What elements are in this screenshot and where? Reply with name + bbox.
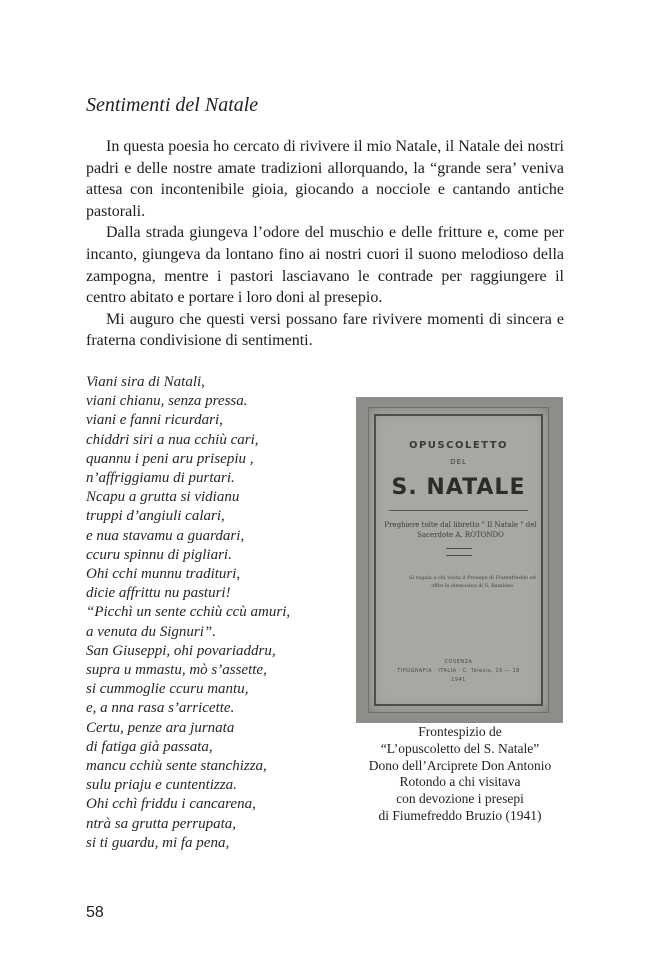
section-title: Sentimenti del Natale [86,94,259,116]
poem-line: Viani sira di Natali, [86,374,205,390]
poem-line: e nua stavamu a guardari, [86,527,245,544]
poem-line: supra u mmastu, mò s’assette, [86,662,267,679]
poem-line: di fatiga già passata, [86,738,213,755]
poem-line: truppi d’angiuli calari, [86,508,225,525]
intro-paragraph: Dalla strada giungeva l’odore del muschio e delle fritture e, come per incanto, giungeva da lontano fino ai nostri cuori il suono melodioso della zampogna, mentre i pastori lasciavano le contrade per raggiungere il centro abitato e portare i loro doni al presepio. [86,224,564,307]
intro-paragraph: In questa poesia ho cercato di rivivere il mio Natale, il Natale dei nostri padri e delle nostre amate tradizioni allorquando, la “grande sera’ veniva attesa con incontenibile gioia, giocando a nocciole e cantando antiche pastorali. [86,138,564,220]
poem-line: Ncapu a grutta si vidianu [86,489,240,506]
poem-line: sulu priaju e cuntentizza. [86,777,237,794]
poem-line: Certu, penze ara jurnata [86,719,235,736]
booklet-imprint: COSENZA TIPOGRAFIA · ITALIA · C. Telesio, 16 — 18 1941 [397,659,520,683]
caption-line: Dono dell’Arciprete Don Antonio [368,757,552,773]
poem-line: “Picchì un sente cchiù ccù amuri, [86,604,291,621]
poem-line: chiddri siri a nua cchiù cari, [86,431,259,448]
photo-caption [344,724,576,825]
poem-line: e, a nna rasa s’arricette. [86,700,235,717]
booklet-heading: OPUSCOLETTO [408,440,509,451]
booklet-page [368,407,549,713]
intro-text [86,136,564,352]
caption-line: Rotondo a chi visitava [399,774,521,790]
intro-paragraph: Mi auguro che questi versi possano fare rivivere momenti di sincera e fraterna condivisione di sentimenti. [86,310,564,350]
page-number: 58 [86,904,104,921]
booklet-ornament [446,548,472,556]
poem-line: Ohi cchì friddu i cancarena, [86,796,256,813]
booklet-title: S. NATALE [391,475,526,500]
poem-line: ntrà sa grutta perrupata, [86,815,237,832]
caption-line: “L’opuscoletto del S. Natale” [380,740,540,756]
poem [86,373,346,853]
booklet-cover-photo [356,397,563,723]
booklet-note: Si regala a chi visita il Presepe di Fiumefreddo ed offre la elemosina di S. Bambino [409,575,536,589]
poem-line: n’affriggiamu di purtari. [86,470,235,487]
poem-line: ccuru spinnu di pigliari. [86,546,232,563]
booklet-subtitle: Preghiere tolte dal libretto " Il Natale " del Sacerdote A. ROTONDO [384,521,537,539]
booklet-subheading: DEL [450,458,467,466]
poem-line: mancu cchiù sente stanchizza, [86,758,267,775]
poem-line: si cummoglie ccuru mantu, [86,681,249,698]
poem-line: viani e fanni ricurdari, [86,412,223,429]
poem-line: Ohi cchi munnu tradituri, [86,566,241,583]
poem-line: a venuta du Signuri”. [86,623,216,640]
poem-line: si ti guardu, mi fa pena, [86,834,230,851]
poem-line: San Giuseppi, ohi povariaddru, [86,642,276,659]
poem-line: quannu i peni aru prisepiu , [86,450,254,467]
poem-line: viani chianu, senza pressa. [86,393,248,410]
caption-line: con devozione i presepi [396,791,524,807]
caption-line: di Fiumefreddo Bruzio (1941) [378,807,542,823]
caption-line: Frontespizio de [418,724,502,739]
booklet-rule [389,510,528,511]
poem-line: dicie affrittu nu pasturi! [86,585,231,602]
